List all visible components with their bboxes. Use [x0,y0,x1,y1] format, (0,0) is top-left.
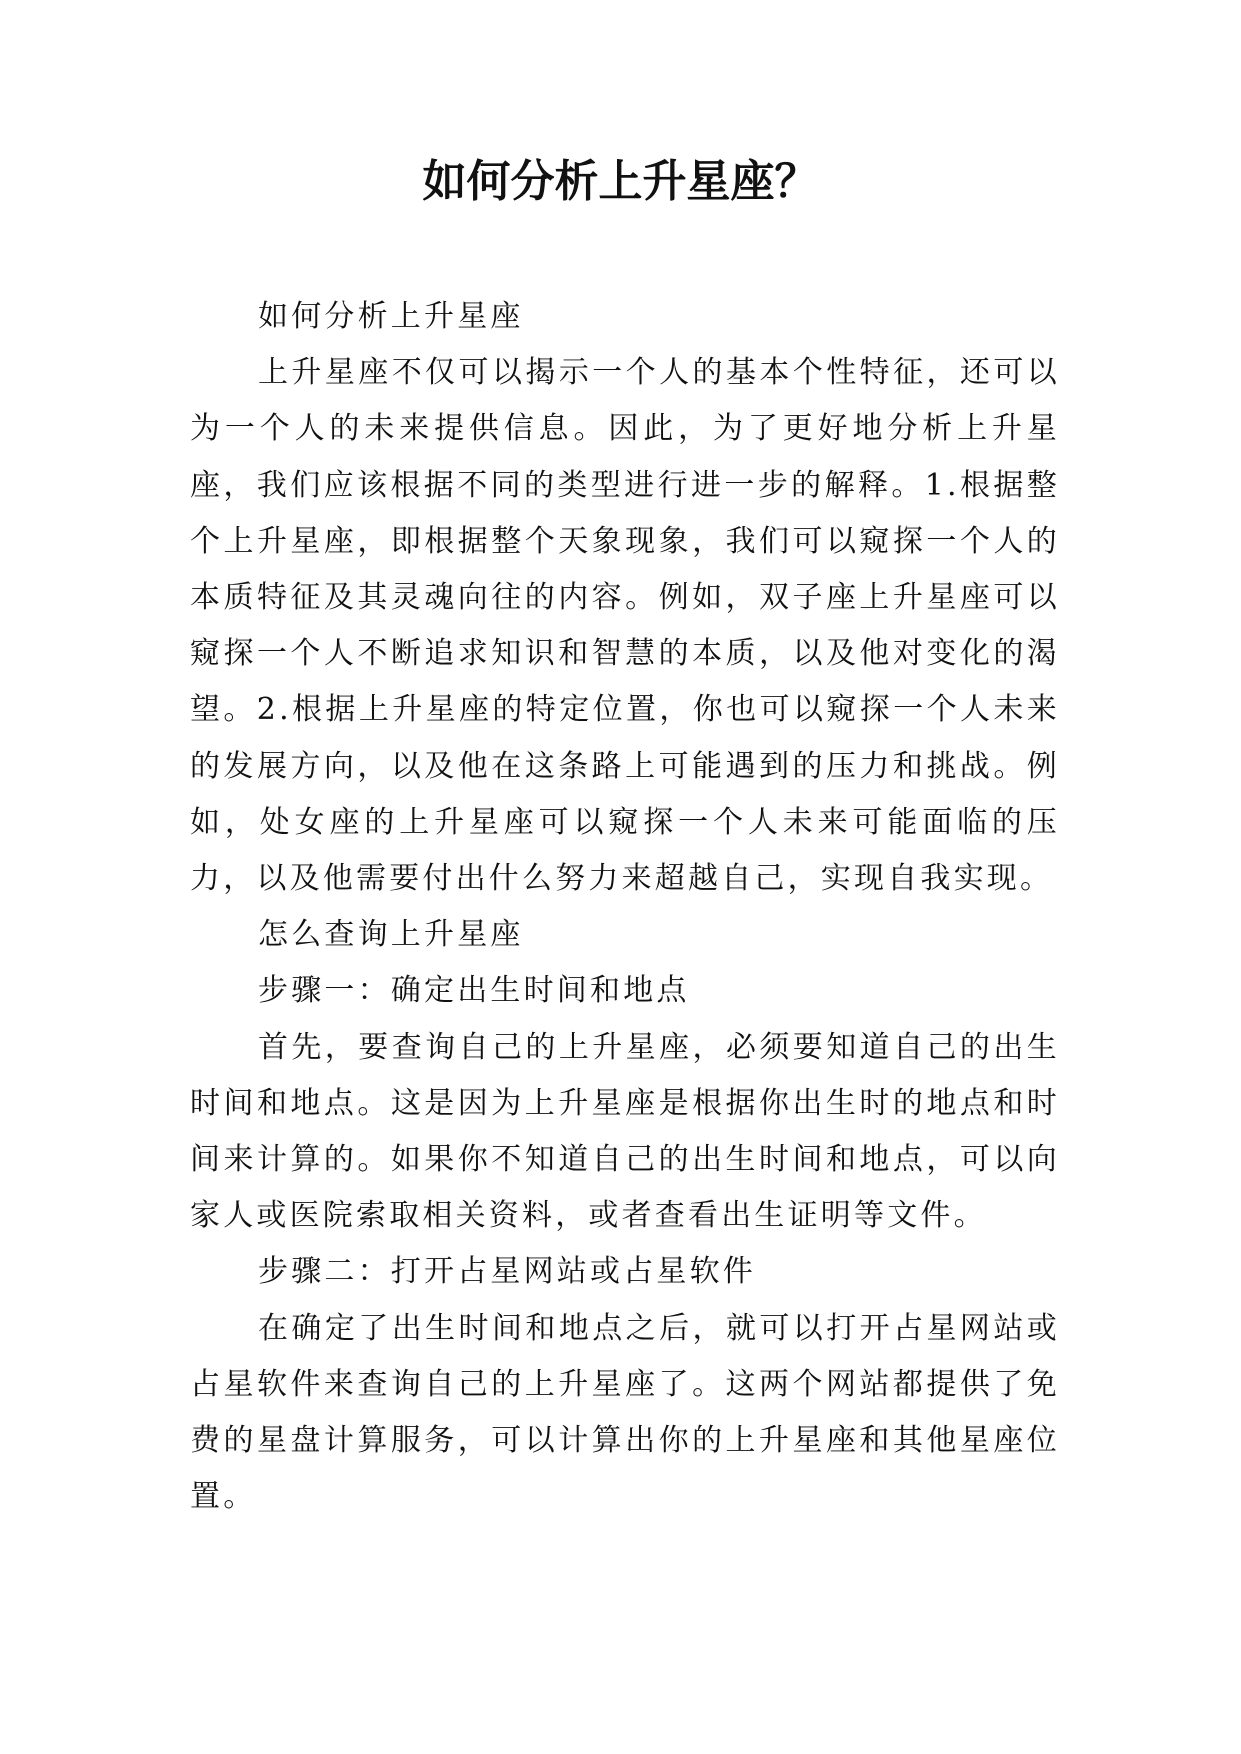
step-heading: 步骤二：打开占星网站或占星软件 [258,1254,756,1290]
body-paragraph: 上升星座不仅可以揭示一个人的基本个性特征，还可以为一个人的未来提供信息。因此，为了更好地分析上升星座，我们应该根据不同的类型进行进一步的解释。1.根据整个上升星座，即根据整个天象现象，我们可以窥探一个人的本质特征及其灵魂向往的内容。例如，双子座上升星座可以窥探一个人不断追求知识和智慧的本质，以及他对变化的渴望。2.根据上升星座的特定位置，你也可以窥探一个人未来的发展方向，以及他在这条路上可能遇到的压力和挑战。例如，处女座的上升星座可以窥探一个人未来可能面临的压力，以及他需要付出什么努力来超越自己，实现自我实现。 [190,355,1060,897]
document-body [190,289,1060,1525]
document-title: 如何分析上升星座？ [422,156,819,207]
section-heading: 如何分析上升星座 [258,299,524,334]
body-paragraph: 首先，要查询自己的上升星座，必须要知道自己的出生时间和地点。这是因为上升星座是根据你出生时的地点和时间来计算的。如果你不知道自己的出生时间和地点，可以向家人或医院索取相关资料，或者查看出生证明等文件。 [190,1029,1060,1234]
step-heading: 步骤一：确定出生时间和地点 [258,973,690,1009]
section-heading: 怎么查询上升星座 [258,917,524,953]
body-paragraph: 在确定了出生时间和地点之后，就可以打开占星网站或占星软件来查询自己的上升星座了。这两个网站都提供了免费的星盘计算服务，可以计算出你的上升星座和其他星座位置。 [190,1310,1060,1515]
